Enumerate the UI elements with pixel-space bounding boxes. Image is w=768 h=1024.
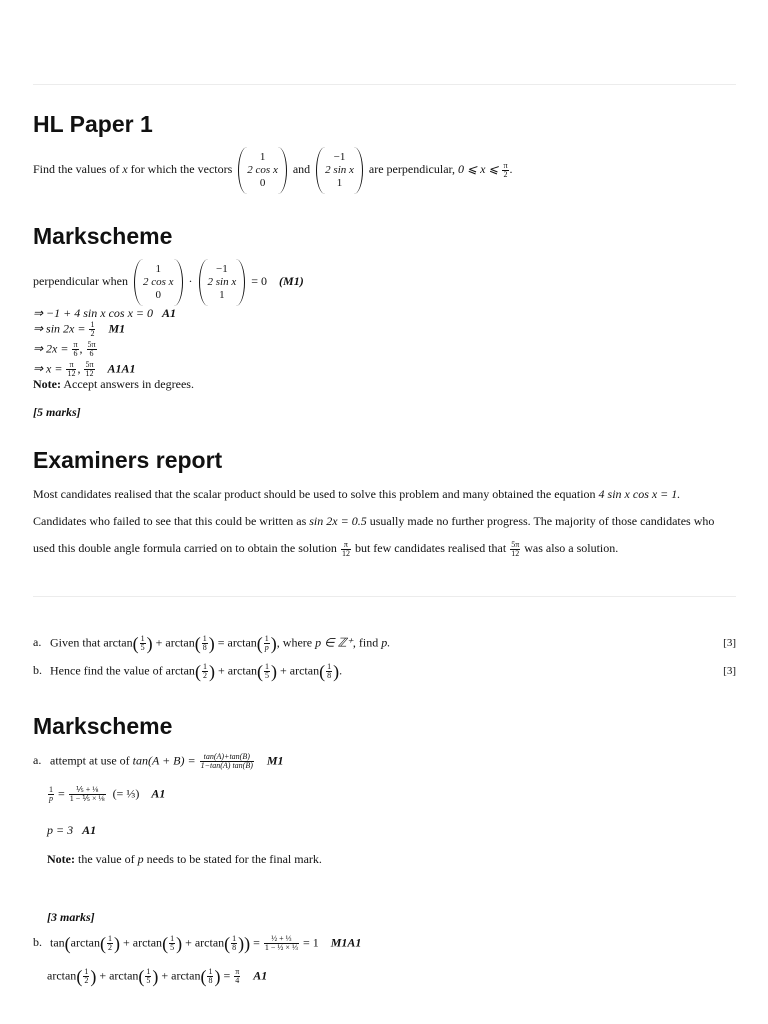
ms2a-note: Note: the value of p needs to be stated for the final mark. <box>47 852 322 866</box>
ms1-line5: ⇒ x = $\frac{\pi}{12}$ , $\frac{5\pi}{12}$ A1A1 <box>33 360 136 378</box>
q2b-marks: [3] <box>723 665 736 677</box>
vector-a: 1 2 cos x 0 <box>238 147 287 194</box>
question-2b: b. Hence find the value of arctan( $\frac{1}{2}$ ) + arctan( $\frac{1}{5}$ ) + arctan( $\frac{1}{8}$ ). <box>33 661 343 682</box>
top-divider <box>33 84 736 85</box>
vector-b: −1 2 sin x 1 <box>316 147 363 194</box>
ms1-line3: ⇒ sin 2x = $\frac{1}{2}$ M1 <box>33 320 126 338</box>
examiners-report-text: Most candidates realised that the scalar product should be used to solve this problem and many obtained the equation 4 sin x cos x = 1. Candidates who failed to see that this could be written as sin 2x = 0.5 usually made no further progress. The majority of those candidates who used this double angle formula carried on to obtain the solution $\frac{\pi}{12}$ but few candidates realised that $\frac{5\pi}{12}$ was also a solution. <box>33 487 715 558</box>
ms2b-line1: b. tan(arctan( $\frac{1}{2}$ ) + arctan( $\frac{1}{5}$ ) + arctan( $\frac{1}{8}$ )) = $\frac{\text{½ + ⅓}}{\text{1 − ½ × ⅓}}$ = 1 M1A1 <box>33 933 362 954</box>
section-divider <box>33 596 736 597</box>
markscheme-2-title: Markscheme <box>33 713 173 739</box>
question-1: Find the values of x for which the vectors 1 2 cos x 0 and −1 2 sin x 1 are perpendicular, 0 ⩽ x ⩽ $\frac{\pi}{2}$ . <box>33 146 513 194</box>
ms1-note: Note: Accept answers in degrees. <box>33 377 194 391</box>
ms2a-line2: $\frac{1}{p}$ = $\frac{\text{⅕ + ⅛}}{\text{1 − ⅕ × ⅛}}$ (= ⅓) A1 <box>49 785 166 803</box>
ms2a-line3: p = 3 A1 <box>47 823 97 837</box>
vector-b-ms: −1 2 sin x 1 <box>199 259 246 306</box>
ms1-line4: ⇒ 2x = $\frac{\pi}{6}$ , $\frac{5\pi}{6}$ <box>33 340 96 358</box>
ms2a-total: [3 marks] <box>47 910 95 924</box>
markscheme-1-title: Markscheme <box>33 223 173 249</box>
ms2b-line2: arctan( $\frac{1}{2}$ ) + arctan( $\frac{1}{5}$ ) + arctan( $\frac{1}{8}$ ) = $\frac{\pi}{4}$ A1 <box>47 966 268 987</box>
q2a-marks: [3] <box>723 637 736 649</box>
ms1-perp-line: perpendicular when 1 2 cos x 0 · −1 2 sin x 1 = 0 (M1) <box>33 258 304 306</box>
vector-a-ms: 1 2 cos x 0 <box>134 259 183 306</box>
ms1-total: [5 marks] <box>33 405 81 419</box>
ms2a-line1: a. attempt at use of tan(A + B) = $\frac{\tan(A)+\tan(B)}{1-\tan(A) \tan(B)}$ M1 <box>33 752 284 770</box>
question-2a: a. Given that arctan( $\frac{1}{5}$ ) + arctan( $\frac{1}{8}$ ) = arctan( $\frac{1}{p}$ ), where p ∈ ℤ⁺, find p. <box>33 633 391 654</box>
ms1-line2: ⇒ −1 + 4 sin x cos x = 0 A1 <box>33 306 177 320</box>
domain-fraction: $\frac{\pi}{2}$ <box>503 160 508 179</box>
examiners-report-title: Examiners report <box>33 447 223 473</box>
page-title: HL Paper 1 <box>33 111 153 137</box>
